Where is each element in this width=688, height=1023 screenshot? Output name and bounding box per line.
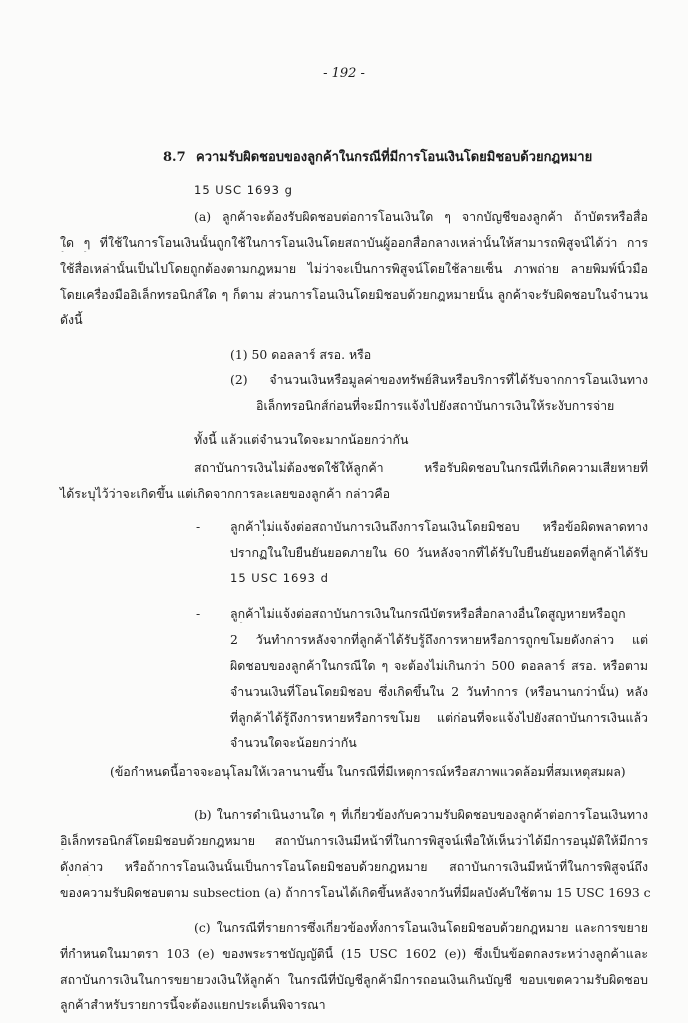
para-b-line-2: อิเล็กทรอนิกส์โดยมิชอบด้วยกฎหมาย สถาบันการเงินมีหน้าที่ในการพิสูจน์เพื่อให้เห็นว่าได้มีการอนุมัติให้มีการ	[60, 833, 648, 848]
para-b-line-4: ของความรับผิดชอบตาม subsection (a) ถ้าการโอนได้เกิดขึ้นหลังจากวันที่มีผลบังคับใช้ตาม 15 USC 1693 c	[60, 885, 651, 900]
bullet-1-line-3: 15 USC 1693 d	[230, 571, 329, 585]
bullet-2-line-5: ที่ลูกค้าได้รู้ถึงการหายหรือการขโมย แต่ก่อนที่จะแจ้งไปยังสถาบันการเงินแล้ว	[230, 710, 648, 725]
whichever-line: ทั้งนี้ แล้วแต่จำนวนใดจะมากน้อยกว่ากัน	[194, 432, 409, 447]
para-b-line-3: ดังกล่าว หรือถ้าการโอนเงินนั้นเป็นการโอนโดยมิชอบด้วยกฎหมาย สถาบันการเงินมีหน้าที่ในการพิสูจน์ถึง	[60, 859, 648, 874]
bank-para-line-1: สถาบันการเงินไม่ต้องชดใช้ให้ลูกค้า หรือรับผิดชอบในกรณีที่เกิดความเสียหายที่	[194, 460, 648, 475]
citation: 15 USC 1693 g	[194, 183, 293, 197]
section-title: ความรับผิดชอบของลูกค้าในกรณีที่มีการโอนเงินโดยมิชอบด้วยกฎหมาย	[196, 150, 593, 165]
page-number: - 192 -	[323, 66, 365, 81]
para-a-line-1: (a) ลูกค้าจะต้องรับผิดชอบต่อการโอนเงินใด ๆ จากบัญชีของลูกค้า ถ้าบัตรหรือสื่อ	[194, 209, 648, 224]
para-a-line-3: ใช้สื่อเหล่านั้นเป็นไปโดยถูกต้องตามกฎหมาย ไม่ว่าจะเป็นการพิสูจน์โดยใช้ลายเซ็น ภาพถ่าย ลายพิมพ์นิ้วมือ	[60, 261, 648, 276]
bullet-2-line-2: 2 วันทำการหลังจากที่ลูกค้าได้รับรู้ถึงการหายหรือการถูกขโมยดังกล่าว แต่	[230, 632, 648, 647]
bank-para-line-2: ได้ระบุไว้ว่าจะเกิดขึ้น แต่เกิดจากการละเลยของลูกค้า กล่าวคือ	[60, 486, 391, 501]
para-a-line-2: ใด ๆ ที่ใช้ในการโอนเงินนั้นถูกใช้ในการโอนเงินโดยสถาบันผู้ออกสื่อกลางเหล่านั้นให้สามารถพิสูจน์ได้ว่า การ	[60, 235, 648, 250]
para-c-line-2: ที่กำหนดในมาตรา 103 (e) ของพระราชบัญญัตินี้ (15 USC 1602 (e)) ซึ่งเป็นข้อตกลงระหว่างลูกค้าและ	[60, 946, 648, 961]
para-c-line-1: (c) ในกรณีที่รายการซึ่งเกี่ยวข้องทั้งการโอนเงินโดยมิชอบด้วยกฎหมาย และการขยาย	[194, 920, 648, 935]
bullet-2-line-6: จำนวนใดจะน้อยกว่ากัน	[230, 735, 357, 750]
para-a-line-4: โดยเครื่องมืออิเล็กทรอนิกส์ใด ๆ ก็ตาม ส่วนการโอนเงินโดยมิชอบด้วยกฎหมายนั้น ลูกค้าจะรับผิดชอบในจำนวน	[60, 287, 648, 302]
bullet-dash-2: -	[196, 606, 201, 621]
para-a-line-5: ดังนี้	[60, 312, 83, 327]
bullet-1-line-2: ปรากฏในใบยืนยันยอดภายใน 60 วันหลังจากที่ได้รับใบยืนยันยอดที่ลูกค้าได้รับ	[230, 545, 648, 560]
bullet-2-line-4: จำนวนเงินที่โอนโดยมิชอบ ซึ่งเกิดขึ้นใน 2 วันทำการ (หรือนานกว่านั้น) หลัง	[230, 684, 648, 699]
section-number: 8.7	[163, 150, 186, 165]
list-item-2-line-1: (2) จำนวนเงินหรือมูลค่าของทรัพย์สินหรือบริการที่ได้รับจากการโอนเงินทาง	[230, 372, 648, 387]
bullet-2-line-1: ลูกค้าไม่แจ้งต่อสถาบันการเงินในกรณีบัตรหรือสื่อกลางอื่นใดสูญหายหรือถูก	[230, 606, 626, 621]
bullet-1-line-1: ลูกค้าไม่แจ้งต่อสถาบันการเงินถึงการโอนเงินโดยมิชอบ หรือข้อผิดพลาดทาง	[230, 519, 648, 534]
bullet-dash-1: -	[196, 519, 201, 534]
bullet-2-line-3: ผิดชอบของลูกค้าในกรณีใด ๆ จะต้องไม่เกินกว่า 500 ดอลลาร์ สรอ. หรือตาม	[230, 658, 648, 673]
list-item-1: (1) 50 ดอลลาร์ สรอ. หรือ	[230, 347, 372, 362]
para-c-line-3: สถาบันการเงินในการขยายวงเงินให้ลูกค้า ในกรณีที่บัญชีลูกค้ามีการถอนเงินเกินบัญชี ขอบเขตความรับผิดชอบ	[60, 972, 648, 987]
note-line: (ข้อกำหนดนี้อาจจะอนุโลมให้เวลานานขึ้น ในกรณีที่มีเหตุการณ์หรือสภาพแวดล้อมที่สมเหตุสมผล)	[110, 764, 626, 779]
list-item-2-line-2: อิเล็กทรอนิกส์ก่อนที่จะมีการแจ้งไปยังสถาบันการเงินให้ระงับการจ่าย	[256, 398, 615, 413]
para-c-line-4: ลูกค้าสำหรับรายการนี้จะต้องแยกประเด็นพิจารณา	[60, 997, 326, 1012]
para-b-line-1: (b) ในการดำเนินงานใด ๆ ที่เกี่ยวข้องกับความรับผิดชอบของลูกค้าต่อการโอนเงินทาง	[194, 807, 648, 822]
